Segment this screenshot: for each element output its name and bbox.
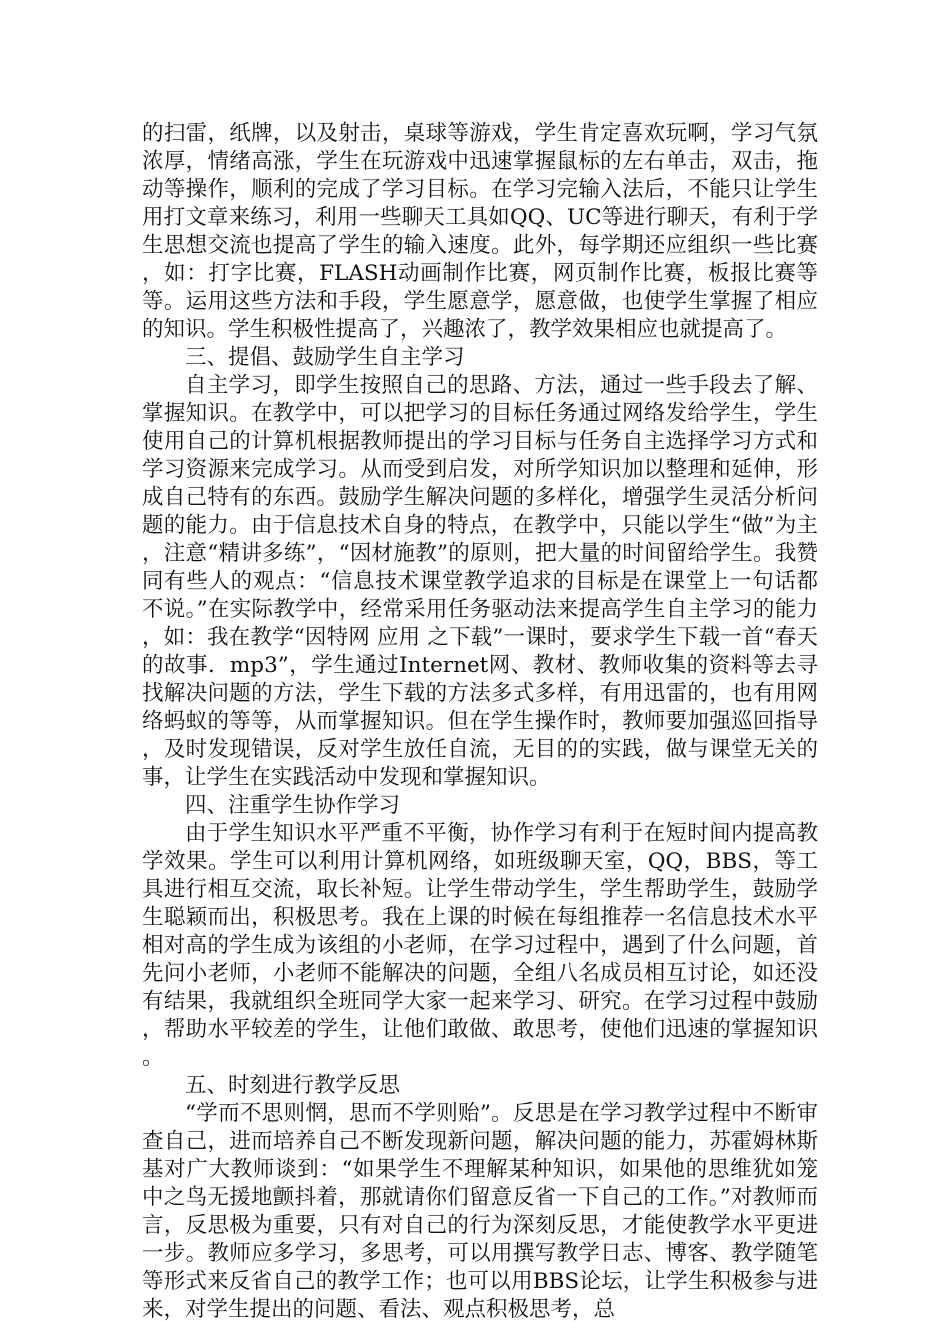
document-page <box>142 120 818 1324</box>
body-paragraph-1: 的扫雷，纸牌，以及射击，桌球等游戏，学生肯定喜欢玩啊，学习气氛浓厚，情绪高涨，学生在玩游戏中迅速掌握鼠标的左右单击，双击，拖动等操作，顺利的完成了学习目标。在学习完输入法后，不能只让学生用打文章来练习，利用一些聊天工具如QQ、UC等进行聊天，有利于学生思想交流也提高了学生的输入速度。此外，每学期还应组织一些比赛，如：打字比赛，FLASH动画制作比赛，网页制作比赛，板报比赛等等。运用这些方法和手段，学生愿意学，愿意做，也使学生掌握了相应的知识。学生积极性提高了，兴趣浓了，教学效果相应也就提高了。 <box>142 121 818 342</box>
body-paragraph-3: 由于学生知识水平严重不平衡，协作学习有利于在短时间内提高教学效果。学生可以利用计算机网络，如班级聊天室，QQ，BBS，等工具进行相互交流，取长补短。让学生带动学生，学生帮助学生，鼓励学生聪颖而出，积极思考。我在上课的时候在每组推荐一名信息技术水平相对高的学生成为该组的小老师，在学习过程中，遇到了什么问题，首先问小老师，小老师不能解决的问题，全组八名成员相互讨论，如还没有结果，我就组织全班同学大家一起来学习、研究。在学习过程中鼓励，帮助水平较差的学生，让他们敢做、敢思考，使他们迅速的掌握知识。 <box>142 821 818 1070</box>
body-paragraph-2: 自主学习，即学生按照自己的思路、方法，通过一些手段去了解、掌握知识。在教学中，可以把学习的目标任务通过网络发给学生，学生使用自己的计算机根据教师提出的学习目标与任务自主选择学习方式和学习资源来完成学习。从而受到启发，对所学知识加以整理和延伸，形成自己特有的东西。鼓励学生解决问题的多样化，增强学生灵活分析问题的能力。由于信息技术自身的特点，在教学中，只能以学生“做”为主，注意“精讲多练”，“因材施教”的原则，把大量的时间留给学生。我赞同有些人的观点：“信息技术课堂教学追求的目标是在课堂上一句话都不说。”在实际教学中，经常采用任务驱动法来提高学生自主学习的能力，如：我在教学“因特网 应用 之下载”一课时，要求学生下载一首“春天的故事．mp3”，学生通过Internet网、教材、教师收集的资料等去寻找解决问题的方法，学生下载的方法多式多样，有用迅雷的，也有用网络蚂蚁的等等，从而掌握知识。但在学生操作时，教师要加强巡回指导，及时发现错误，反对学生放任自流，无目的的实践，做与课堂无关的事，让学生在实践活动中发现和掌握知识。 <box>142 373 818 790</box>
section-heading-5: 五、时刻进行教学反思 <box>185 1073 401 1098</box>
section-heading-4: 四、注重学生协作学习 <box>185 793 401 818</box>
body-paragraph-4: “学而不思则惘，思而不学则贻”。反思是在学习教学过程中不断审查自己，进而培养自己不断发现新问题，解决问题的能力，苏霍姆林斯基对广大教师谈到：“如果学生不理解某种知识，如果他的思维犹如笼中之鸟无援地颤抖着，那就请你们留意反省一下自己的工作。”对教师而言，反思极为重要，只有对自己的行为深刻反思，才能使教学水平更进一步。教师应多学习，多思考，可以用撰写教学日志、博客、教学随笔等形式来反省自己的教学工作；也可以用BBS论坛，让学生积极参与进来，对学生提出的问题、看法、观点积极思考，总 <box>142 1101 818 1322</box>
section-heading-3: 三、提倡、鼓励学生自主学习 <box>185 345 465 370</box>
